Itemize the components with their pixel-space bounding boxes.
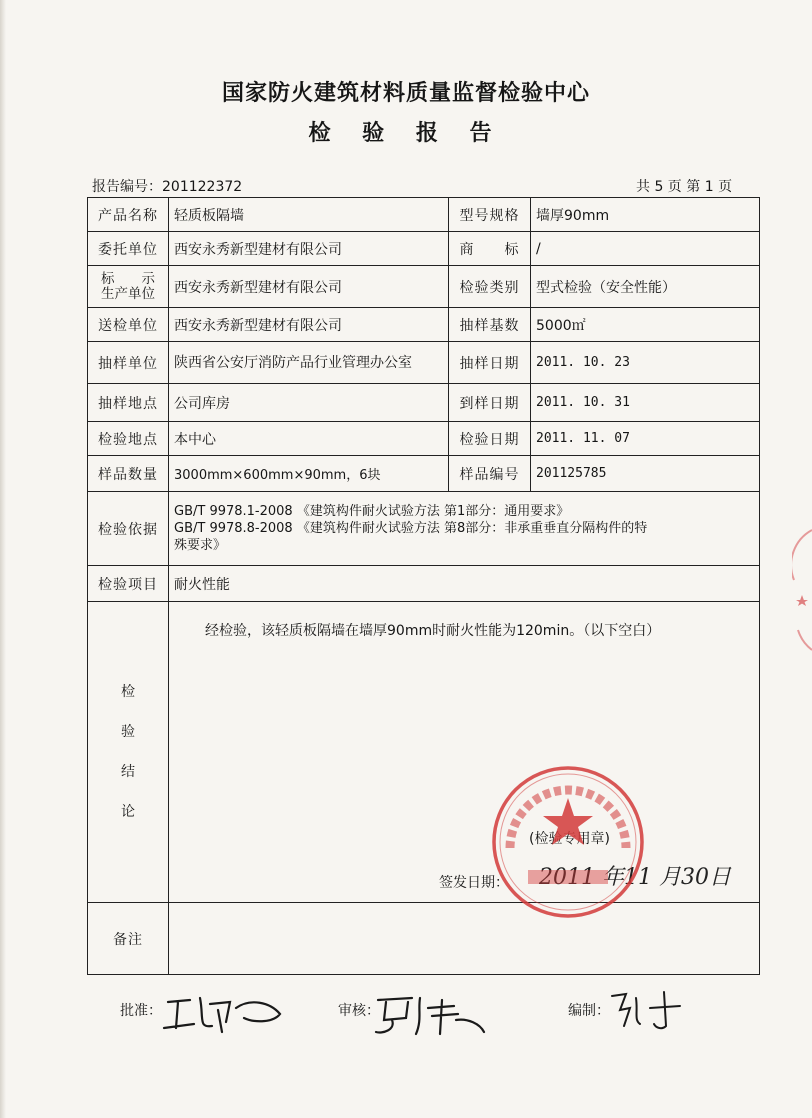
report-table bbox=[87, 197, 760, 975]
table-row bbox=[88, 384, 760, 422]
sample-qty-value: 3000mm×600mm×90mm，6块 bbox=[169, 456, 449, 492]
remarks-label: 备注 bbox=[88, 903, 169, 975]
table-row bbox=[88, 232, 760, 266]
approve-signature bbox=[160, 988, 290, 1036]
review-signature bbox=[372, 990, 502, 1038]
review-label: 审核： bbox=[338, 1003, 380, 1019]
table-row bbox=[88, 602, 760, 903]
conclusion-label-char: 结 bbox=[121, 764, 135, 780]
table-row bbox=[88, 422, 760, 456]
sampling-unit-label: 抽样单位 bbox=[88, 342, 169, 384]
product-name-label: 产品名称 bbox=[88, 198, 169, 232]
arrival-date-value: 2011. 10. 31 bbox=[531, 384, 760, 422]
table-row bbox=[88, 342, 760, 384]
sample-no-value: 201125785 bbox=[531, 456, 760, 492]
model-spec-label: 型号规格 bbox=[449, 198, 531, 232]
trademark-label: 商 标 bbox=[449, 232, 531, 266]
arrival-date-label: 到样日期 bbox=[449, 384, 531, 422]
test-basis-line-2: GB/T 9978.8-2008 《建筑构件耐火试验方法 第8部分：非承重垂直分隔构件的特 bbox=[174, 521, 648, 536]
conclusion-text: 经检验，该轻质板隔墙在墙厚90mm时耐火性能为120min。（以下空白） bbox=[205, 623, 661, 639]
table-row bbox=[88, 566, 760, 602]
adjacent-seal-fragment bbox=[792, 520, 812, 680]
test-date-label: 检验日期 bbox=[449, 422, 531, 456]
manufacturer-value: 西安永秀新型建材有限公司 bbox=[169, 266, 449, 308]
test-type-label: 检验类别 bbox=[449, 266, 531, 308]
trademark-value: / bbox=[531, 232, 760, 266]
test-date-value: 2011. 11. 07 bbox=[531, 422, 760, 456]
test-item-value: 耐火性能 bbox=[169, 566, 760, 602]
official-seal-stamp bbox=[488, 762, 648, 922]
client-value: 西安永秀新型建材有限公司 bbox=[169, 232, 449, 266]
product-name-value: 轻质板隔墙 bbox=[169, 198, 449, 232]
table-row bbox=[88, 198, 760, 232]
table-row bbox=[88, 266, 760, 308]
scan-edge bbox=[0, 0, 6, 1118]
sampling-place-label: 抽样地点 bbox=[88, 384, 169, 422]
client-label: 委托单位 bbox=[88, 232, 169, 266]
conclusion-label-char: 论 bbox=[121, 804, 135, 820]
page-count: 共 5 页 第 1 页 bbox=[636, 179, 733, 195]
test-basis-value bbox=[169, 492, 760, 566]
test-item-label: 检验项目 bbox=[88, 566, 169, 602]
sampling-place-value: 公司库房 bbox=[169, 384, 449, 422]
conclusion-label bbox=[88, 602, 169, 903]
conclusion-label-char: 验 bbox=[121, 724, 135, 740]
seal-note: (检验专用章) bbox=[529, 831, 610, 847]
conclusion-cell bbox=[169, 602, 760, 903]
test-type-value: 型式检验（安全性能） bbox=[531, 266, 760, 308]
approve-label: 批准： bbox=[120, 1003, 162, 1019]
test-basis-line-1: GB/T 9978.1-2008 《建筑构件耐火试验方法 第1部分：通用要求》 bbox=[174, 504, 570, 519]
report-title: 检 验 报 告 bbox=[308, 121, 504, 146]
test-basis-label: 检验依据 bbox=[88, 492, 169, 566]
sign-date-value: 2011 年11 月30日 bbox=[539, 865, 731, 890]
conclusion-label-char: 检 bbox=[121, 684, 135, 700]
submitter-value: 西安永秀新型建材有限公司 bbox=[169, 308, 449, 342]
report-number: 报告编号：201122372 bbox=[92, 179, 243, 195]
test-place-value: 本中心 bbox=[169, 422, 449, 456]
sample-base-label: 抽样基数 bbox=[449, 308, 531, 342]
sampling-date-value: 2011. 10. 23 bbox=[531, 342, 760, 384]
organization-title: 国家防火建筑材料质量监督检验中心 bbox=[221, 81, 590, 106]
sampling-date-label: 抽样日期 bbox=[449, 342, 531, 384]
manufacturer-label-line-1: 标 示 bbox=[101, 270, 155, 287]
sign-date-label: 签发日期： bbox=[439, 875, 509, 891]
table-row bbox=[88, 308, 760, 342]
model-spec-value: 墙厚90mm bbox=[531, 198, 760, 232]
table-row bbox=[88, 456, 760, 492]
remarks-value bbox=[169, 903, 760, 975]
table-row bbox=[88, 903, 760, 975]
submitter-label: 送检单位 bbox=[88, 308, 169, 342]
table-row bbox=[88, 492, 760, 566]
sample-qty-label: 样品数量 bbox=[88, 456, 169, 492]
compile-label: 编制： bbox=[568, 1003, 610, 1019]
sampling-unit-value: 陕西省公安厅消防产品行业管理办公室 bbox=[169, 342, 449, 384]
test-place-label: 检验地点 bbox=[88, 422, 169, 456]
test-basis-line-3: 殊要求》 bbox=[174, 538, 227, 553]
sample-no-label: 样品编号 bbox=[449, 456, 531, 492]
manufacturer-label bbox=[88, 266, 169, 308]
compile-signature bbox=[606, 988, 686, 1032]
sample-base-value: 5000㎡ bbox=[531, 308, 760, 342]
manufacturer-label-line-2: 生产单位 bbox=[101, 285, 155, 302]
